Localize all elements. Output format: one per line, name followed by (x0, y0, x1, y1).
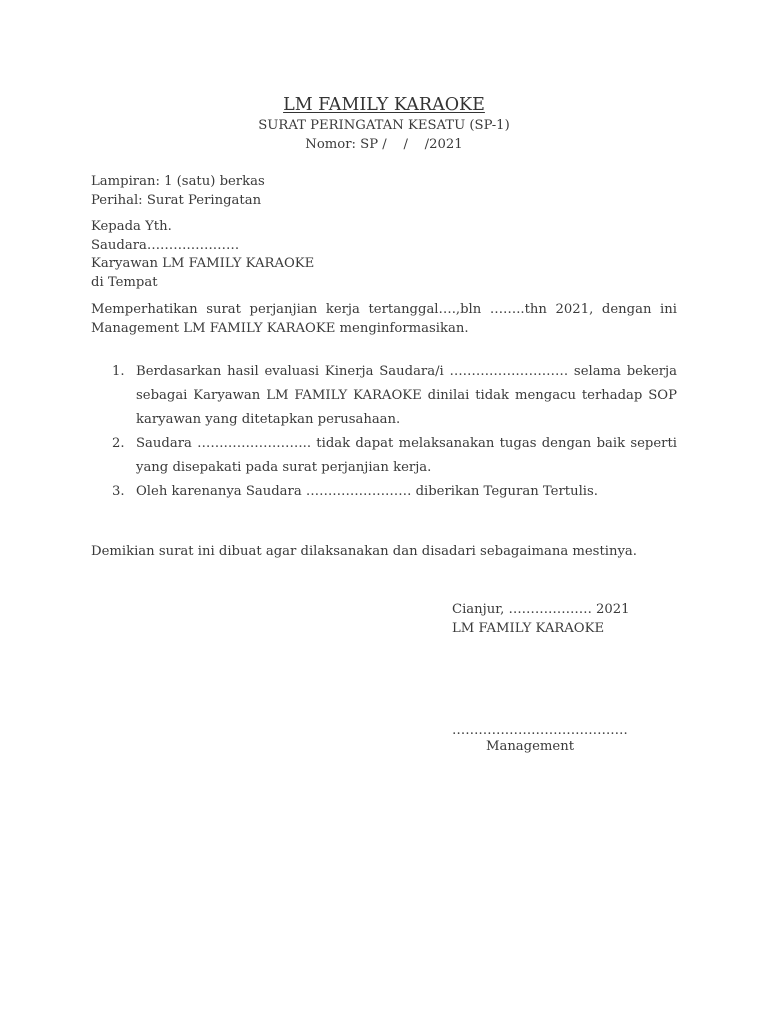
warning-points-list (91, 360, 677, 504)
list-item-text: Saudara …………………….. tidak dapat melaksanakan tugas dengan baik seperti yang disepakati pada surat perjanjian kerja. (136, 436, 677, 475)
letter-number: Nomor: SP / / /2021 (305, 137, 463, 152)
addressee-position: Karyawan LM FAMILY KARAOKE (91, 256, 315, 271)
list-item-text: Berdasarkan hasil evaluasi Kinerja Saudara/i ……………………… selama bekerja sebagai Karyawan LM FAMILY KARAOKE dinilai tidak mengacu terhadap SOP karyawan yang ditetapkan perusahaan. (136, 364, 677, 427)
addressee-location: di Tempat (91, 274, 158, 290)
list-item (91, 360, 677, 432)
closing-paragraph: Demikian surat ini dibuat agar dilaksanakan dan disadari sebagaimana mestinya. (91, 544, 637, 559)
list-item-text: Oleh karenanya Saudara …………………… diberikan Teguran Tertulis. (136, 484, 598, 499)
letter-title: LM FAMILY KARAOKE (283, 95, 485, 115)
letter-subtitle: SURAT PERINGATAN KESATU (SP-1) (258, 118, 510, 133)
intro-paragraph: Memperhatikan surat perjanjian kerja tertanggal….,bln ……..thn 2021, dengan ini Management LM FAMILY KARAOKE menginformasikan. (91, 302, 677, 336)
attachment-line: Lampiran: 1 (satu) berkas (91, 174, 265, 189)
addressee-name: Saudara………………… (91, 237, 240, 253)
signature-header (452, 600, 630, 638)
place-date: Cianjur, ………………. 2021 (452, 602, 630, 617)
subject-line: Perihal: Surat Peringatan (91, 192, 262, 208)
list-item (91, 480, 677, 504)
signing-company: LM FAMILY KARAOKE (452, 621, 605, 636)
list-item-number: 3. (112, 484, 125, 499)
list-item-number: 1. (112, 364, 125, 379)
signatory-role: Management (485, 739, 575, 754)
letter-meta (91, 173, 265, 210)
signature-line: …………………………………. (452, 723, 628, 738)
list-item-number: 2. (112, 436, 125, 451)
addressee-block (91, 218, 314, 292)
addressee-salutation: Kepada Yth. (91, 219, 172, 234)
list-item (91, 432, 677, 480)
